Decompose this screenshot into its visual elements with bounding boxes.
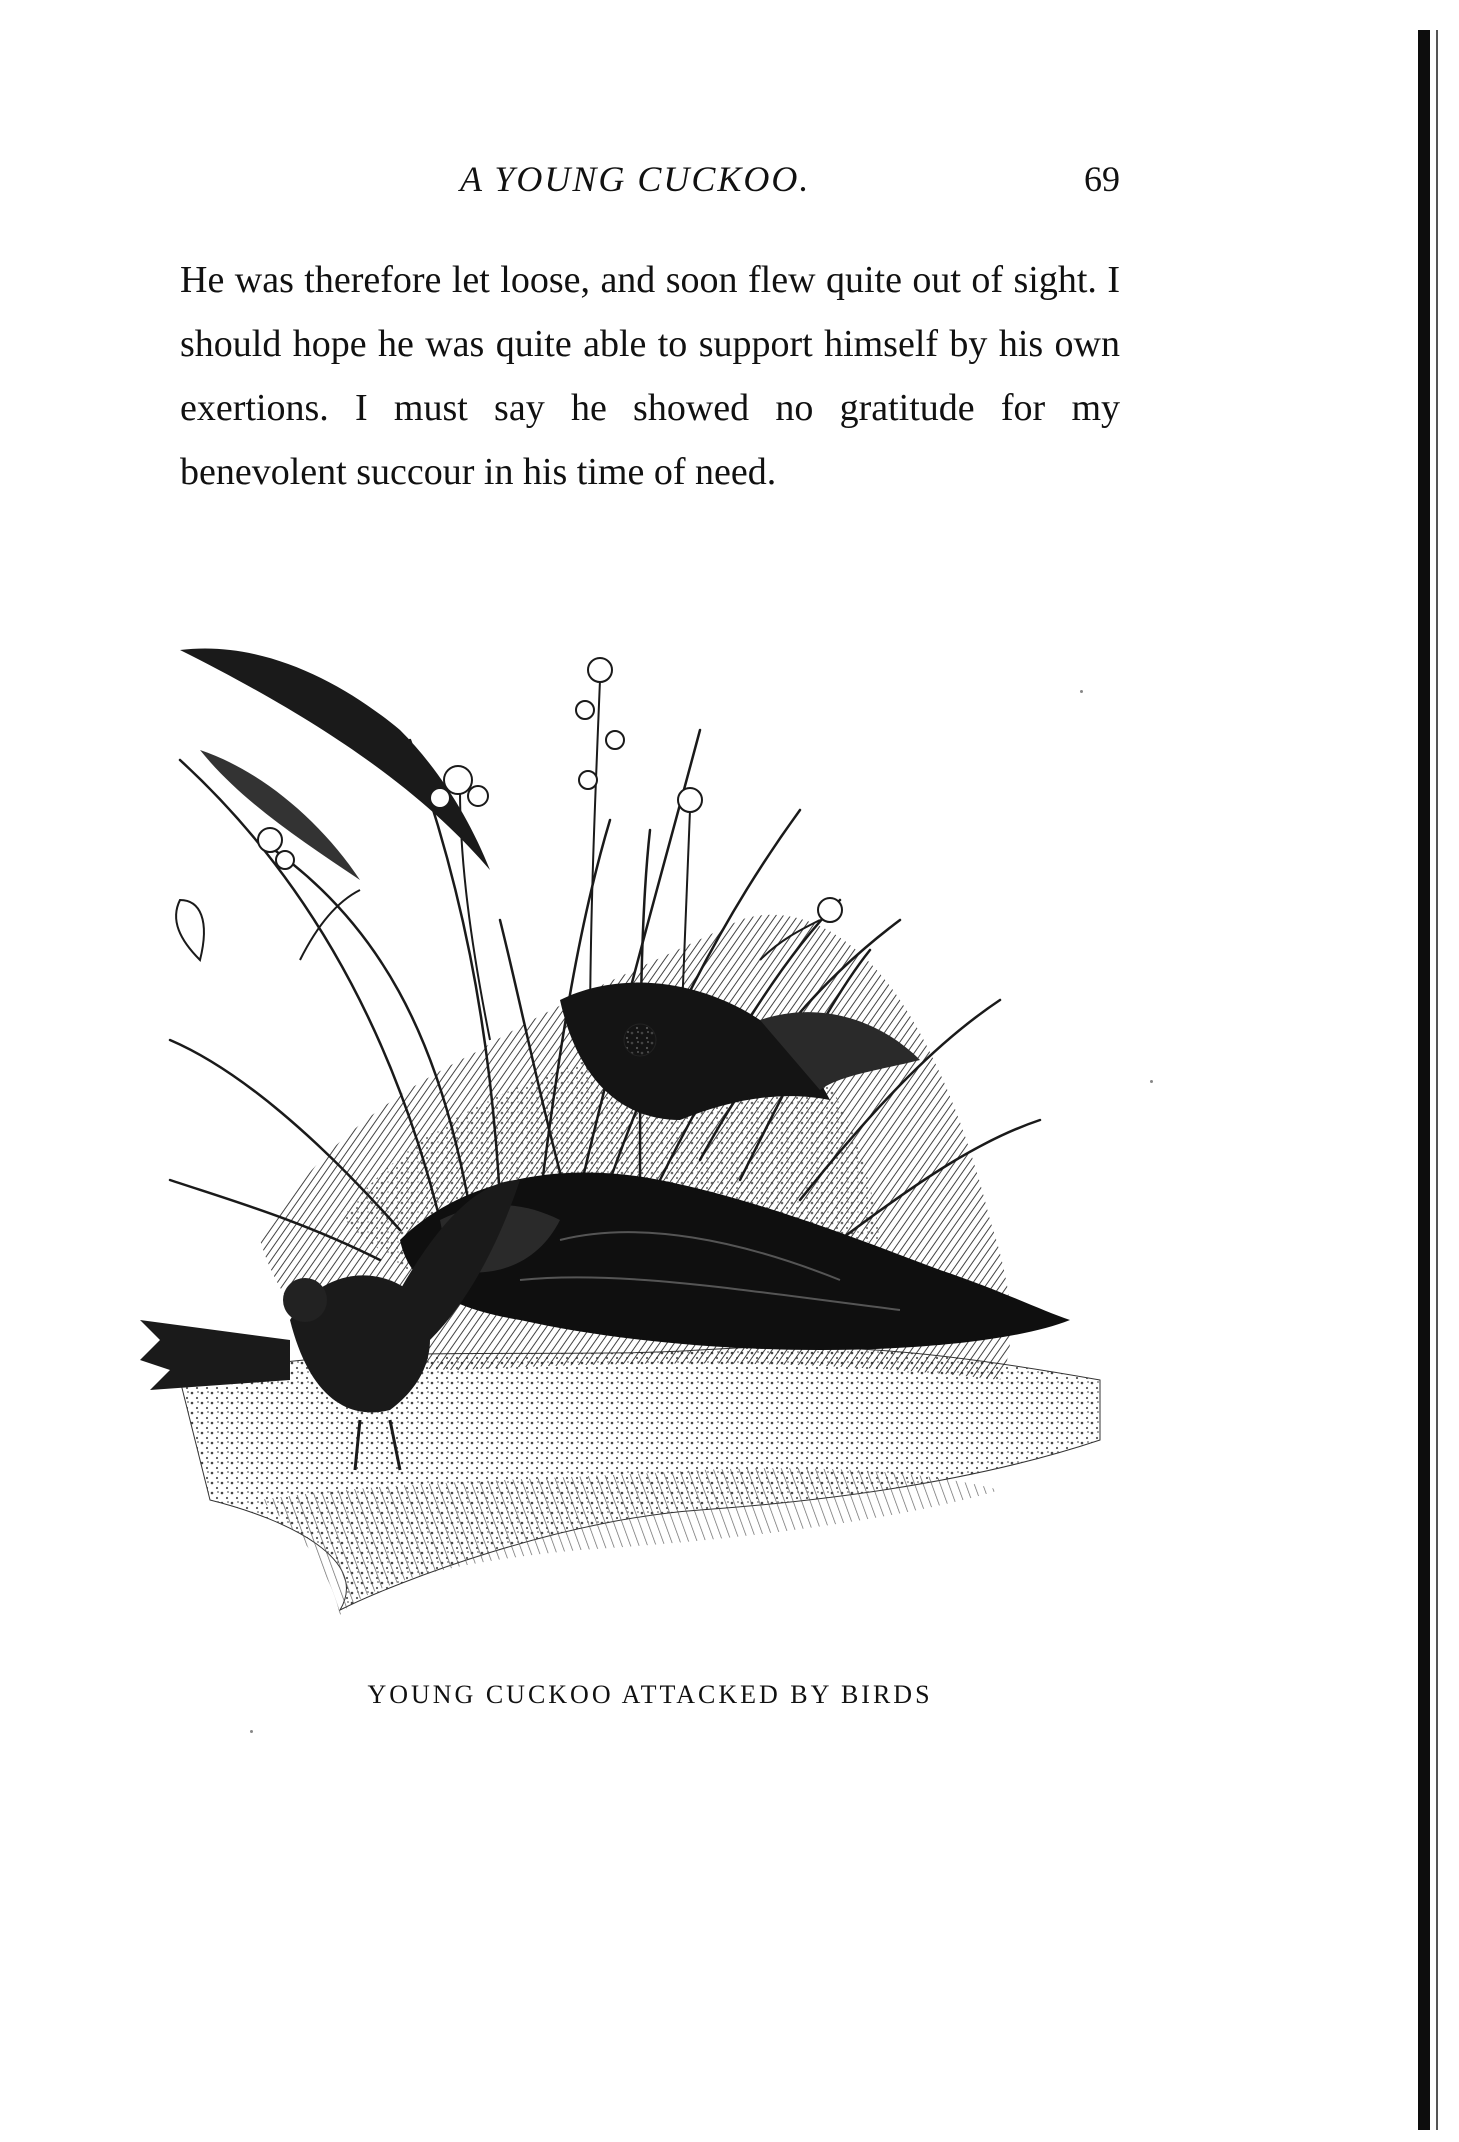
ground: [180, 1347, 1100, 1615]
binding-edge-line: [1436, 30, 1438, 2130]
paper-speck: [250, 1730, 253, 1733]
running-title: A YOUNG CUCKOO.: [460, 159, 811, 199]
figure-caption: YOUNG CUCKOO ATTACKED BY BIRDS: [367, 1680, 933, 1709]
body-text: [180, 248, 1120, 504]
page-number: 69: [1084, 159, 1120, 199]
paper-speck: [1150, 1080, 1153, 1083]
binding-edge: [1418, 30, 1430, 2130]
paper-speck: [1080, 690, 1083, 693]
paragraph: He was therefore let loose, and soon flew quite out of sight. I should hope he was quite able to support himself by his own exertions. I must say he showed no gratitude for my benevolent succour in his time of need.: [180, 259, 1120, 493]
engraving-illustration: [140, 620, 1140, 1660]
running-head: [180, 158, 1120, 208]
